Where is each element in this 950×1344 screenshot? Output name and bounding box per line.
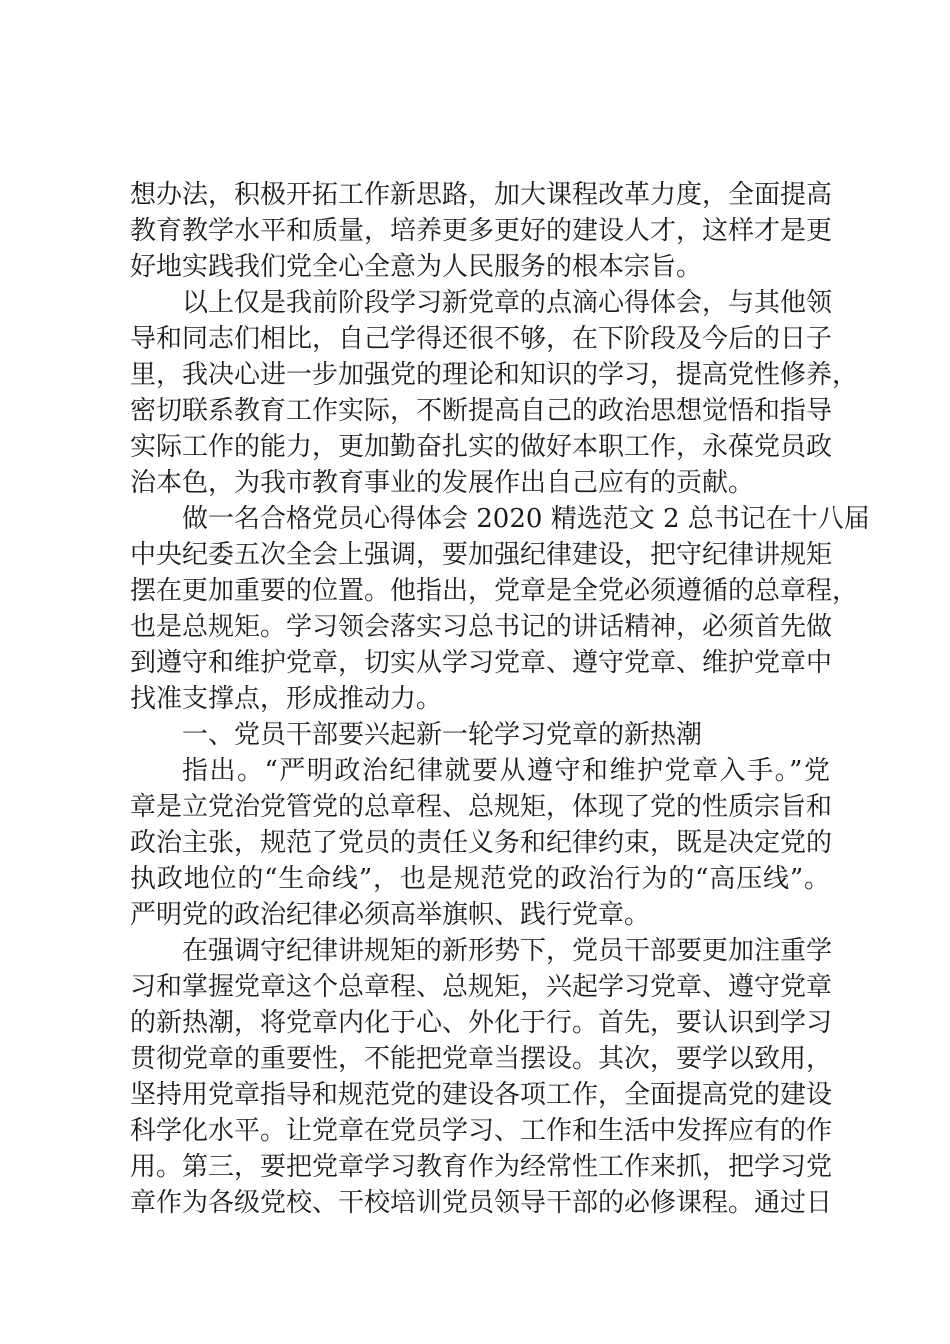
text-line: 贯彻党章的重要性，不能把党章当摆设。其次，要学以致用， — [130, 1044, 833, 1074]
text-line: 执政地位的“生命线”，也是规范党的政治行为的“高压线”。 — [130, 864, 830, 894]
text-line: 到遵守和维护党章，切实从学习党章、遵守党章、维护党章中 — [130, 648, 833, 678]
text-line: 密切联系教育工作实际，不断提高自己的政治思想觉悟和指导 — [130, 396, 833, 426]
text-line: 科学化水平。让党章在党员学习、工作和生活中发挥应有的作 — [130, 1116, 833, 1146]
paragraph-first-line: 以上仅是我前阶段学习新党章的点滴心得体会，与其他领 — [182, 288, 833, 318]
text-line: 也是总规矩。学习领会落实习总书记的讲话精神，必须首先做 — [130, 612, 833, 642]
text-line: 坚持用党章指导和规范党的建设各项工作，全面提高党的建设 — [130, 1080, 833, 1110]
text-line: 实际工作的能力，更加勤奋扎实的做好本职工作，永葆党员政 — [130, 432, 833, 462]
text-line: 习和掌握党章这个总章程、总规矩，兴起学习党章、遵守党章 — [130, 972, 833, 1002]
text-line: 中央纪委五次全会上强调，要加强纪律建设，把守纪律讲规矩 — [130, 540, 833, 570]
text-line: 找准支撑点，形成推动力。 — [130, 684, 443, 714]
text-line: 导和同志们相比，自己学得还很不够，在下阶段及今后的日子 — [130, 324, 833, 354]
text-line: 教育教学水平和质量，培养更多更好的建设人才，这样才是更 — [130, 216, 833, 246]
text-line: 用。第三，要把党章学习教育作为经常性工作来抓，把学习党 — [130, 1152, 833, 1182]
text-line: 治本色，为我市教育事业的发展作出自己应有的贡献。 — [130, 468, 755, 498]
text-line: 好地实践我们党全心全意为人民服务的根本宗旨。 — [130, 252, 703, 282]
text-line: 里，我决心进一步加强党的理论和知识的学习，提高党性修养， — [130, 360, 859, 390]
text-line: 严明党的政治纪律必须高举旗帜、践行党章。 — [130, 900, 651, 930]
paragraph-first-line: 指出。“严明政治纪律就要从遵守和维护党章入手。”党 — [182, 756, 830, 786]
text-line: 的新热潮，将党章内化于心、外化于行。首先，要认识到学习 — [130, 1008, 833, 1038]
text-line: 政治主张，规范了党员的责任义务和纪律约束，既是决定党的 — [130, 828, 833, 858]
paragraph-first-line: 做一名合格党员心得体会 2020 精选范文 2 总书记在十八届 — [182, 504, 870, 534]
text-line: 章是立党治党管党的总章程、总规矩，体现了党的性质宗旨和 — [130, 792, 833, 822]
section-heading: 一、党员干部要兴起新一轮学习党章的新热潮 — [182, 720, 703, 750]
paragraph-first-line: 在强调守纪律讲规矩的新形势下，党员干部要更加注重学 — [182, 936, 833, 966]
text-line: 摆在更加重要的位置。他指出，党章是全党必须遵循的总章程， — [130, 576, 859, 606]
text-line: 章作为各级党校、干校培训党员领导干部的必修课程。通过日 — [130, 1188, 833, 1218]
text-line: 想办法，积极开拓工作新思路，加大课程改革力度，全面提高 — [130, 180, 833, 210]
